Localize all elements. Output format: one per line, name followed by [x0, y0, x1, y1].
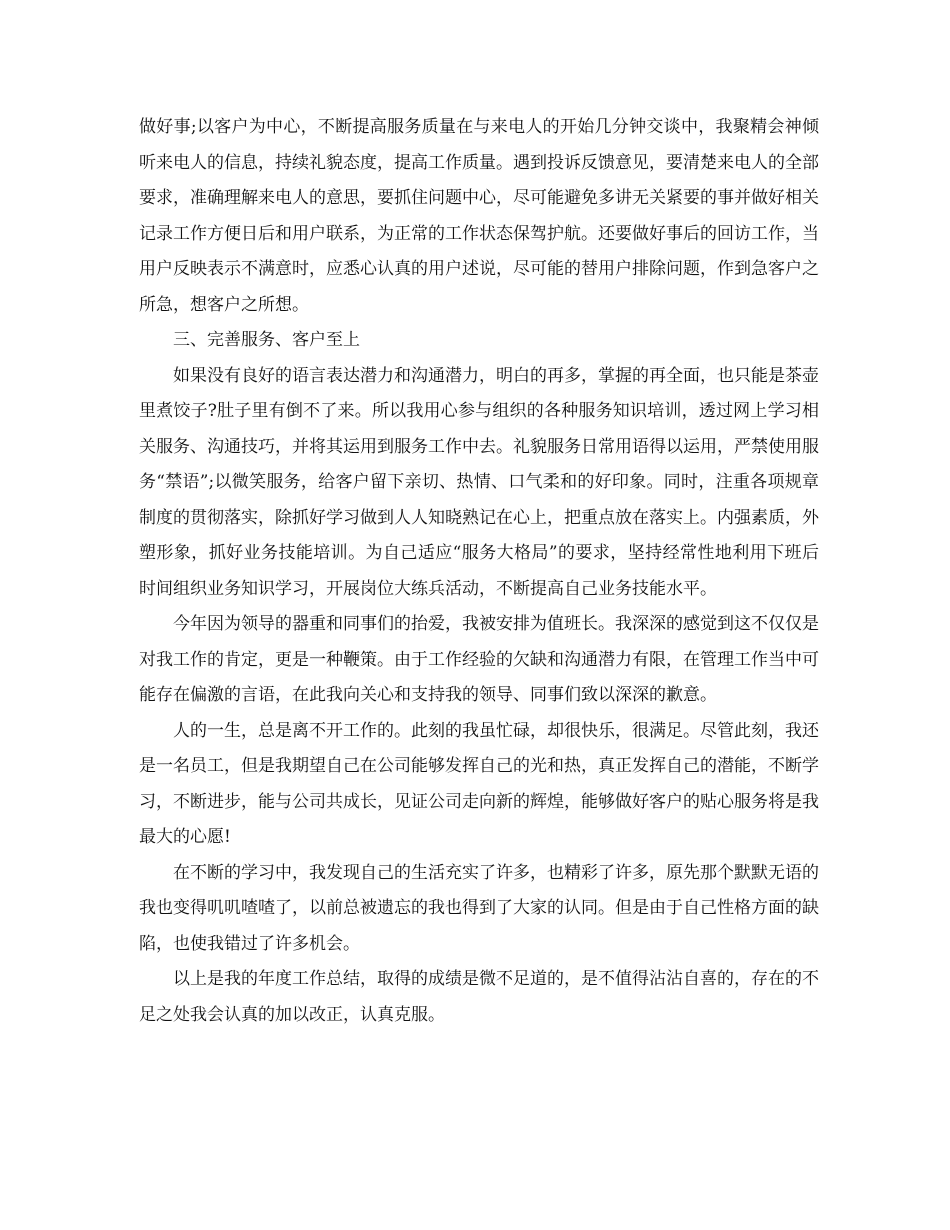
section-heading: 三、完善服务、客户至上: [173, 330, 360, 350]
paragraph: 以上是我的年度工作总结，取得的成绩是微不足道的，是不值得沾沾自喜的，存在的不足之处我会认真的加以改正，认真克服。: [139, 969, 819, 1025]
paragraph: 在不断的学习中，我发现自己的生活充实了许多，也精彩了许多，原先那个默默无语的我也变得叽叽喳喳了，以前总被遗忘的我也得到了大家的认同。但是由于自己性格方面的缺陷，也使我错过了许多机会。: [139, 862, 819, 954]
paragraph: 如果没有良好的语言表达潜力和沟通潜力，明白的再多，掌握的再全面，也只能是茶壶里煮饺子?肚子里有倒不了来。所以我用心参与组织的各种服务知识培训，透过网上学习相关服务、沟通技巧，并将其运用到服务工作中去。礼貌服务日常用语得以运用，严禁使用服务“禁语”;以微笑服务，给客户留下亲切、热情、口气柔和的好印象。同时，注重各项规章制度的贯彻落实，除抓好学习做到人人知晓熟记在心上，把重点放在落实上。内强素质，外塑形象，抓好业务技能培训。为自己适应“服务大格局”的要求，坚持经常性地利用下班后时间组织业务知识学习，开展岗位大练兵活动，不断提高自己业务技能水平。: [139, 365, 819, 599]
document-body: [139, 110, 819, 1033]
paragraph: 今年因为领导的器重和同事们的抬爱，我被安排为值班长。我深深的感觉到这不仅仅是对我工作的肯定，更是一种鞭策。由于工作经验的欠缺和沟通潜力有限，在管理工作当中可能存在偏激的言语，在此我向关心和支持我的领导、同事们致以深深的歉意。: [139, 614, 819, 705]
paragraph: 人的一生，总是离不开工作的。此刻的我虽忙碌，却很快乐，很满足。尽管此刻，我还是一名员工，但是我期望自己在公司能够发挥自己的光和热，真正发挥自己的潜能，不断学习，不断进步，能与公司共成长，见证公司走向新的辉煌，能够做好客户的贴心服务将是我最大的心愿!: [139, 720, 819, 847]
paragraph-continued: 做好事;以客户为中心，不断提高服务质量在与来电人的开始几分钟交谈中，我聚精会神倾听来电人的信息，持续礼貌态度，提高工作质量。遇到投诉反馈意见，要清楚来电人的全部要求，准确理解来电人的意思，要抓住问题中心，尽可能避免多讲无关紧要的事并做好相关记录工作方便日后和用户联系，为正常的工作状态保驾护航。还要做好事后的回访工作，当用户反映表示不满意时，应悉心认真的用户述说，尽可能的替用户排除问题，作到急客户之所急，想客户之所想。: [139, 117, 819, 315]
